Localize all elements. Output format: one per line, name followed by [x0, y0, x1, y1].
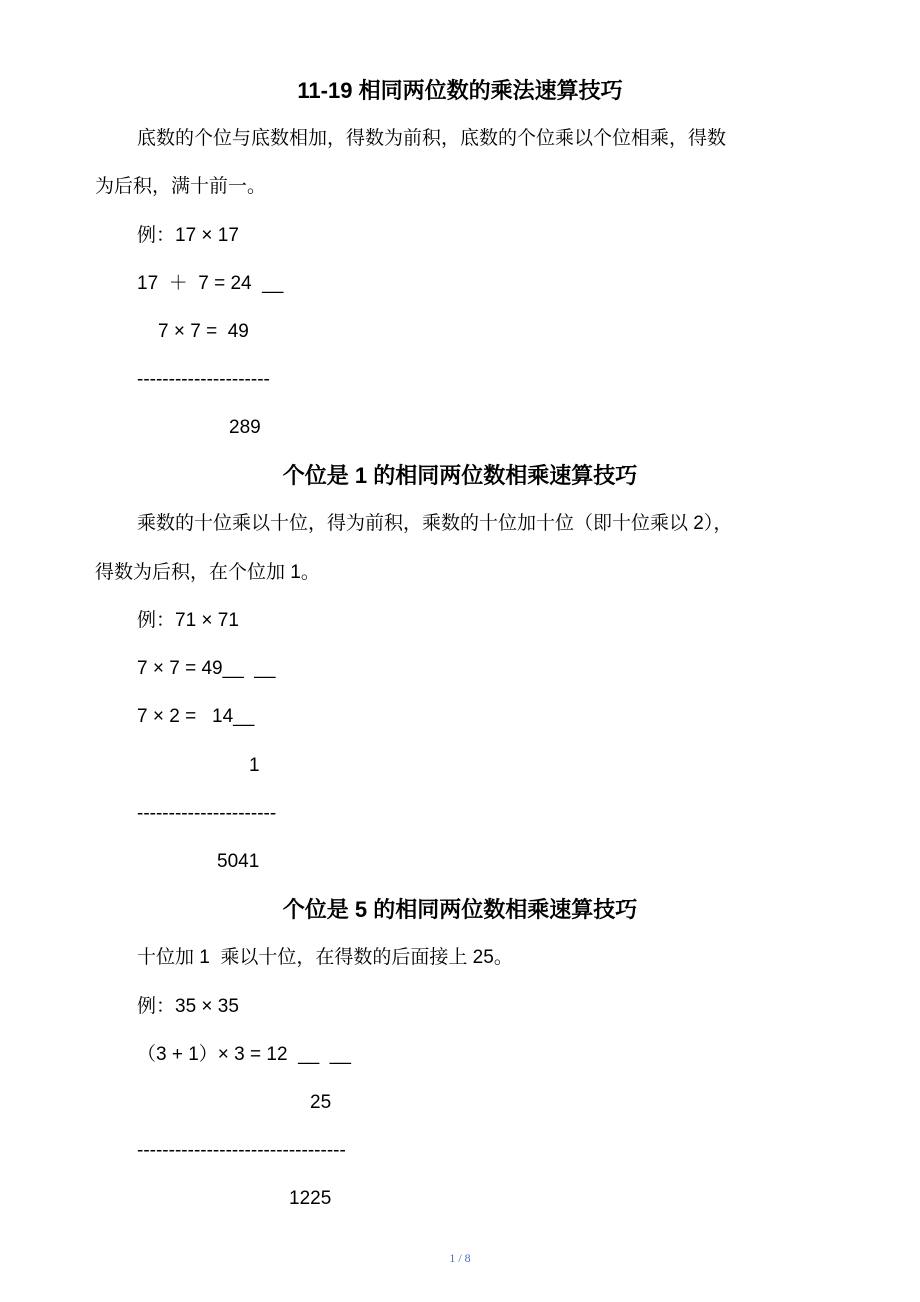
section-1-result: 289 [229, 417, 261, 438]
section-3-result: 1225 [289, 1188, 332, 1209]
section-2-title: 个位是 1 的相同两位数相乘速算技巧 [282, 463, 638, 488]
page-indicator: 1 / 8 [449, 1251, 471, 1265]
section-3-divider: --------------------------------- [137, 1140, 346, 1161]
section-1-step-1: 17 ＋ 7 = 24 __ [137, 273, 284, 294]
section-1-title: 11-19 相同两位数的乘法速算技巧 [297, 78, 623, 103]
section-1-step-2: 7 × 7 = 49 [158, 321, 249, 342]
section-2-step-1: 7 × 7 = 49__ __ [137, 658, 276, 679]
section-2-divider: ---------------------- [137, 803, 277, 824]
section-3-example: 例：35 × 35 [137, 996, 239, 1017]
section-1-divider: --------------------- [137, 369, 270, 390]
section-1-paragraph-line-1: 底数的个位与底数相加，得数为前积，底数的个位乘以个位相乘，得数 [137, 128, 727, 149]
section-2-example: 例：71 × 71 [137, 610, 239, 631]
section-2-step-3: 1 [249, 755, 260, 776]
section-3-paragraph: 十位加 1 乘以十位，在得数的后面接上 25。 [137, 947, 513, 968]
section-2-paragraph-line-2: 得数为后积，在个位加 1。 [95, 562, 320, 583]
section-2-result: 5041 [217, 851, 260, 872]
section-1-paragraph-line-2: 为后积，满十前一。 [95, 176, 267, 197]
section-3-title: 个位是 5 的相同两位数相乘速算技巧 [282, 897, 638, 922]
section-2-step-2: 7 × 2 = 14__ [137, 706, 255, 727]
section-3-step-1: （3 + 1）× 3 = 12 __ __ [137, 1044, 351, 1065]
section-1-example: 例：17 × 17 [137, 225, 239, 246]
section-2-paragraph-line-1: 乘数的十位乘以十位，得为前积，乘数的十位加十位（即十位乘以 2）， [137, 513, 733, 534]
section-3-step-2: 25 [310, 1092, 332, 1113]
